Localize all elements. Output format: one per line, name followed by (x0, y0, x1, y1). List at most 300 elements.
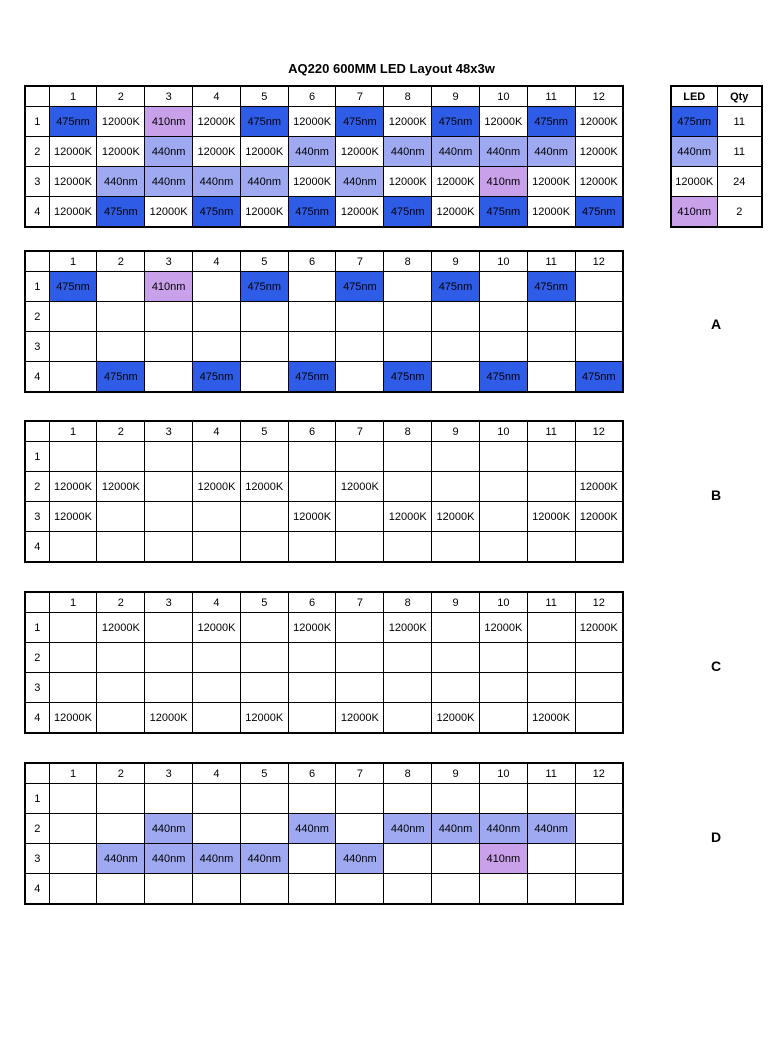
row-header: 3 (25, 673, 49, 703)
led-cell: 12000K (145, 197, 193, 228)
row-header: 4 (25, 874, 49, 905)
corner-cell (25, 86, 49, 107)
section-c-label: C (710, 658, 722, 674)
empty-cell (240, 673, 288, 703)
led-cell: 475nm (49, 272, 97, 302)
column-header: 5 (240, 592, 288, 613)
empty-cell (336, 302, 384, 332)
empty-cell (432, 874, 480, 905)
empty-cell (336, 814, 384, 844)
corner-cell (25, 421, 49, 442)
row-header: 4 (25, 362, 49, 393)
empty-cell (49, 844, 97, 874)
empty-cell (432, 532, 480, 563)
empty-cell (479, 302, 527, 332)
empty-cell (240, 442, 288, 472)
empty-cell (336, 673, 384, 703)
column-header: 8 (384, 763, 432, 784)
empty-cell (193, 643, 241, 673)
led-cell: 475nm (432, 272, 480, 302)
empty-cell (145, 502, 193, 532)
led-cell: 12000K (432, 703, 480, 734)
empty-cell (97, 332, 145, 362)
empty-cell (49, 784, 97, 814)
empty-cell (240, 362, 288, 393)
legend-qty: 24 (717, 167, 762, 197)
empty-cell (527, 643, 575, 673)
empty-cell (288, 784, 336, 814)
empty-cell (432, 472, 480, 502)
led-cell: 12000K (575, 107, 623, 137)
led-cell: 475nm (97, 197, 145, 228)
led-cell: 475nm (575, 362, 623, 393)
empty-cell (240, 643, 288, 673)
empty-cell (575, 784, 623, 814)
empty-cell (575, 703, 623, 734)
empty-cell (193, 272, 241, 302)
empty-cell (575, 814, 623, 844)
column-header: 3 (145, 86, 193, 107)
empty-cell (527, 442, 575, 472)
empty-cell (527, 532, 575, 563)
row-header: 2 (25, 302, 49, 332)
empty-cell (97, 814, 145, 844)
row-header: 2 (25, 472, 49, 502)
column-header: 9 (432, 763, 480, 784)
empty-cell (97, 272, 145, 302)
led-cell: 12000K (575, 137, 623, 167)
led-cell: 440nm (97, 167, 145, 197)
empty-cell (575, 272, 623, 302)
empty-cell (336, 874, 384, 905)
led-cell: 475nm (240, 272, 288, 302)
column-header: 1 (49, 763, 97, 784)
led-cell: 410nm (479, 167, 527, 197)
legend-led-swatch: 410nm (671, 197, 717, 228)
empty-cell (336, 784, 384, 814)
empty-cell (384, 784, 432, 814)
row-header: 2 (25, 137, 49, 167)
empty-cell (432, 643, 480, 673)
empty-cell (479, 472, 527, 502)
empty-cell (479, 442, 527, 472)
column-header: 4 (193, 86, 241, 107)
column-header: 12 (575, 251, 623, 272)
legend-qty: 11 (717, 107, 762, 137)
legend-header-qty: Qty (717, 86, 762, 107)
row-header: 4 (25, 703, 49, 734)
column-header: 9 (432, 251, 480, 272)
empty-cell (49, 613, 97, 643)
led-cell: 440nm (145, 844, 193, 874)
legend-led-swatch: 440nm (671, 137, 717, 167)
empty-cell (575, 643, 623, 673)
row-header: 4 (25, 197, 49, 228)
row-header: 1 (25, 613, 49, 643)
empty-cell (384, 874, 432, 905)
led-cell: 440nm (527, 137, 575, 167)
empty-cell (240, 613, 288, 643)
empty-cell (240, 814, 288, 844)
led-cell: 475nm (384, 362, 432, 393)
empty-cell (240, 502, 288, 532)
empty-cell (97, 442, 145, 472)
led-cell: 440nm (384, 137, 432, 167)
empty-cell (49, 643, 97, 673)
column-header: 8 (384, 592, 432, 613)
legend-row (671, 197, 762, 228)
row-header: 1 (25, 107, 49, 137)
legend-qty: 11 (717, 137, 762, 167)
empty-cell (384, 532, 432, 563)
empty-cell (575, 532, 623, 563)
empty-cell (97, 302, 145, 332)
column-header: 2 (97, 86, 145, 107)
led-cell: 440nm (479, 137, 527, 167)
led-cell: 12000K (384, 613, 432, 643)
led-cell: 440nm (97, 844, 145, 874)
led-cell: 12000K (240, 703, 288, 734)
section-row (25, 362, 623, 393)
empty-cell (527, 844, 575, 874)
led-cell: 12000K (288, 502, 336, 532)
led-cell: 440nm (432, 137, 480, 167)
legend-row (671, 167, 762, 197)
corner-cell (25, 763, 49, 784)
led-cell: 475nm (288, 362, 336, 393)
section-row (25, 442, 623, 472)
empty-cell (97, 784, 145, 814)
main-row (25, 167, 623, 197)
led-cell: 410nm (145, 107, 193, 137)
main-led-grid (24, 85, 624, 228)
empty-cell (240, 784, 288, 814)
column-header: 8 (384, 86, 432, 107)
empty-cell (432, 613, 480, 643)
led-cell: 440nm (193, 844, 241, 874)
column-header: 4 (193, 251, 241, 272)
empty-cell (479, 703, 527, 734)
led-cell: 12000K (527, 703, 575, 734)
led-cell: 12000K (288, 107, 336, 137)
empty-cell (97, 532, 145, 563)
led-cell: 12000K (240, 197, 288, 228)
row-header: 1 (25, 272, 49, 302)
legend-qty: 2 (717, 197, 762, 228)
led-cell: 12000K (527, 197, 575, 228)
led-cell: 475nm (336, 272, 384, 302)
empty-cell (97, 874, 145, 905)
section-row (25, 673, 623, 703)
column-header: 8 (384, 421, 432, 442)
led-cell: 12000K (336, 703, 384, 734)
led-cell: 475nm (193, 197, 241, 228)
column-header: 10 (479, 86, 527, 107)
empty-cell (145, 362, 193, 393)
led-cell: 12000K (384, 502, 432, 532)
empty-cell (432, 784, 480, 814)
column-header: 10 (479, 763, 527, 784)
column-header: 11 (527, 86, 575, 107)
empty-cell (336, 332, 384, 362)
led-cell: 12000K (145, 703, 193, 734)
section-row (25, 784, 623, 814)
empty-cell (240, 302, 288, 332)
column-header: 12 (575, 592, 623, 613)
empty-cell (575, 673, 623, 703)
led-cell: 12000K (288, 167, 336, 197)
led-cell: 12000K (336, 472, 384, 502)
empty-cell (193, 332, 241, 362)
led-cell: 12000K (240, 137, 288, 167)
empty-cell (49, 332, 97, 362)
column-header: 9 (432, 421, 480, 442)
main-row (25, 107, 623, 137)
led-cell: 12000K (575, 472, 623, 502)
column-header: 11 (527, 421, 575, 442)
row-header: 2 (25, 643, 49, 673)
empty-cell (145, 332, 193, 362)
empty-cell (527, 362, 575, 393)
empty-cell (575, 332, 623, 362)
led-cell: 12000K (575, 613, 623, 643)
empty-cell (288, 703, 336, 734)
corner-cell (25, 251, 49, 272)
empty-cell (479, 502, 527, 532)
legend-led-swatch: 12000K (671, 167, 717, 197)
led-cell: 12000K (193, 107, 241, 137)
column-header: 10 (479, 251, 527, 272)
empty-cell (336, 442, 384, 472)
main-row (25, 137, 623, 167)
section-b-grid (24, 420, 624, 563)
empty-cell (145, 442, 193, 472)
empty-cell (240, 332, 288, 362)
empty-cell (384, 332, 432, 362)
empty-cell (432, 302, 480, 332)
led-cell: 440nm (145, 137, 193, 167)
empty-cell (193, 532, 241, 563)
empty-cell (49, 814, 97, 844)
led-cell: 475nm (479, 197, 527, 228)
led-cell: 12000K (432, 197, 480, 228)
empty-cell (527, 332, 575, 362)
led-cell: 12000K (527, 502, 575, 532)
empty-cell (336, 643, 384, 673)
section-d-label: D (710, 829, 722, 845)
led-cell: 12000K (97, 472, 145, 502)
empty-cell (479, 673, 527, 703)
column-header: 10 (479, 421, 527, 442)
led-cell: 475nm (49, 107, 97, 137)
led-legend-table (670, 85, 763, 228)
page-title: AQ220 600MM LED Layout 48x3w (288, 61, 495, 76)
led-cell: 475nm (193, 362, 241, 393)
empty-cell (575, 844, 623, 874)
column-header: 6 (288, 86, 336, 107)
empty-cell (527, 613, 575, 643)
empty-cell (49, 673, 97, 703)
led-cell: 475nm (336, 107, 384, 137)
empty-cell (479, 532, 527, 563)
empty-cell (384, 673, 432, 703)
corner-cell (25, 592, 49, 613)
column-header: 12 (575, 421, 623, 442)
column-header: 7 (336, 86, 384, 107)
empty-cell (479, 643, 527, 673)
empty-cell (288, 844, 336, 874)
led-cell: 440nm (288, 814, 336, 844)
led-cell: 12000K (527, 167, 575, 197)
section-row (25, 643, 623, 673)
empty-cell (432, 442, 480, 472)
column-header: 7 (336, 251, 384, 272)
led-cell: 12000K (336, 137, 384, 167)
led-cell: 12000K (97, 107, 145, 137)
empty-cell (527, 673, 575, 703)
empty-cell (432, 673, 480, 703)
led-cell: 12000K (193, 137, 241, 167)
column-header: 6 (288, 251, 336, 272)
empty-cell (527, 472, 575, 502)
led-cell: 440nm (145, 814, 193, 844)
column-header: 10 (479, 592, 527, 613)
column-header: 3 (145, 592, 193, 613)
empty-cell (336, 362, 384, 393)
column-header: 2 (97, 421, 145, 442)
led-cell: 475nm (240, 107, 288, 137)
led-cell: 440nm (479, 814, 527, 844)
section-a-label: A (710, 316, 722, 332)
column-header: 9 (432, 86, 480, 107)
section-row (25, 874, 623, 905)
column-header: 3 (145, 421, 193, 442)
led-cell: 12000K (384, 107, 432, 137)
led-cell: 12000K (240, 472, 288, 502)
empty-cell (336, 613, 384, 643)
empty-cell (49, 874, 97, 905)
empty-cell (288, 442, 336, 472)
column-header: 4 (193, 421, 241, 442)
row-header: 3 (25, 332, 49, 362)
empty-cell (288, 272, 336, 302)
column-header: 12 (575, 763, 623, 784)
section-row (25, 472, 623, 502)
led-cell: 475nm (527, 107, 575, 137)
column-header: 3 (145, 763, 193, 784)
led-cell: 12000K (49, 167, 97, 197)
column-header: 2 (97, 763, 145, 784)
empty-cell (145, 613, 193, 643)
column-header: 8 (384, 251, 432, 272)
section-row (25, 703, 623, 734)
empty-cell (288, 673, 336, 703)
column-header: 11 (527, 763, 575, 784)
empty-cell (288, 532, 336, 563)
empty-cell (145, 472, 193, 502)
led-cell: 440nm (193, 167, 241, 197)
led-cell: 12000K (479, 107, 527, 137)
led-cell: 475nm (527, 272, 575, 302)
section-row (25, 844, 623, 874)
empty-cell (527, 874, 575, 905)
section-row (25, 272, 623, 302)
empty-cell (479, 874, 527, 905)
row-header: 1 (25, 442, 49, 472)
column-header: 6 (288, 421, 336, 442)
led-cell: 440nm (336, 844, 384, 874)
empty-cell (145, 643, 193, 673)
column-header: 9 (432, 592, 480, 613)
empty-cell (527, 784, 575, 814)
empty-cell (384, 643, 432, 673)
empty-cell (193, 874, 241, 905)
row-header: 1 (25, 784, 49, 814)
empty-cell (479, 784, 527, 814)
led-cell: 12000K (193, 472, 241, 502)
led-cell: 410nm (145, 272, 193, 302)
led-cell: 12000K (479, 613, 527, 643)
column-header: 5 (240, 421, 288, 442)
led-cell: 440nm (240, 844, 288, 874)
legend-led-swatch: 475nm (671, 107, 717, 137)
section-row (25, 814, 623, 844)
main-row (25, 197, 623, 228)
column-header: 11 (527, 592, 575, 613)
empty-cell (288, 472, 336, 502)
led-cell: 12000K (193, 613, 241, 643)
led-cell: 440nm (432, 814, 480, 844)
column-header: 4 (193, 763, 241, 784)
empty-cell (384, 844, 432, 874)
empty-cell (49, 532, 97, 563)
row-header: 3 (25, 844, 49, 874)
row-header: 4 (25, 532, 49, 563)
column-header: 3 (145, 251, 193, 272)
empty-cell (49, 302, 97, 332)
column-header: 7 (336, 592, 384, 613)
legend-header-led: LED (671, 86, 717, 107)
column-header: 5 (240, 763, 288, 784)
column-header: 5 (240, 86, 288, 107)
led-cell: 440nm (384, 814, 432, 844)
empty-cell (49, 362, 97, 393)
empty-cell (384, 442, 432, 472)
empty-cell (97, 703, 145, 734)
section-b-label: B (710, 487, 722, 503)
led-cell: 12000K (288, 613, 336, 643)
led-cell: 12000K (49, 502, 97, 532)
column-header: 5 (240, 251, 288, 272)
empty-cell (288, 643, 336, 673)
led-cell: 440nm (527, 814, 575, 844)
empty-cell (479, 272, 527, 302)
empty-cell (384, 472, 432, 502)
column-header: 1 (49, 421, 97, 442)
empty-cell (193, 502, 241, 532)
section-row (25, 532, 623, 563)
row-header: 2 (25, 814, 49, 844)
led-cell: 440nm (240, 167, 288, 197)
empty-cell (432, 332, 480, 362)
empty-cell (288, 332, 336, 362)
empty-cell (527, 302, 575, 332)
led-cell: 440nm (288, 137, 336, 167)
empty-cell (145, 532, 193, 563)
led-cell: 440nm (336, 167, 384, 197)
led-cell: 12000K (97, 137, 145, 167)
empty-cell (288, 302, 336, 332)
